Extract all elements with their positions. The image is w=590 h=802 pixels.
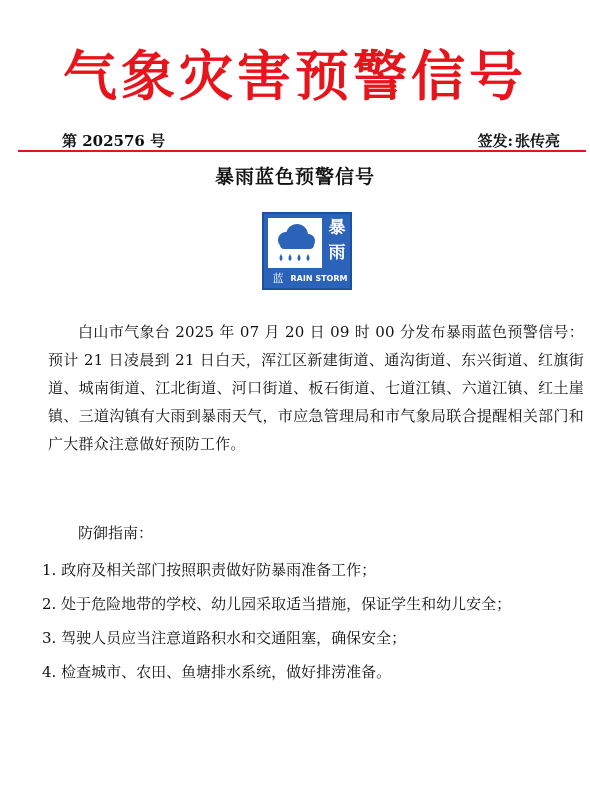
header-title: 气象灾害预警信号 (63, 45, 527, 108)
warning-english-label: RAIN STORM (290, 274, 348, 283)
guideline-item: 1. 政府及相关部门按照职责做好防暴雨准备工作； (42, 561, 377, 579)
guideline-item: 4. 检查城市、农田、鱼塘排水系统，做好排涝准备。 (42, 663, 392, 681)
rainstorm-blue-warning-icon (262, 212, 352, 290)
guideline-item: 3. 驾驶人员应当注意道路积水和交通阻塞，确保安全； (42, 629, 407, 647)
warning-body-text: 白山市气象台 2025 年 07 月 20 日 09 时 00 分发布暴雨蓝色预警信号：预计 21 日凌晨到 21 日白天，浑江区新建街道、通沟街道、东兴街道、红旗街道、城南街道、江北街道、河口街道、板石街道、七道江镇、六道江镇、红土崖镇、三道沟镇有大雨到暴雨天气，市应急管理局和市气象局联合提醒相关部门和广大群众注意做好预防工作。 (48, 323, 584, 453)
guide-title: 防御指南： (78, 524, 154, 542)
guideline-list (42, 553, 588, 689)
signer-label: 签发: (477, 132, 513, 150)
rain-cloud-icon (268, 218, 322, 268)
document-title: 暴雨蓝色预警信号 (214, 166, 375, 188)
header-divider (18, 150, 586, 152)
warning-level-char: 蓝 (268, 272, 288, 286)
document-number: 第 202576 号 (62, 132, 166, 150)
guideline-item: 2. 处于危险地带的学校、幼儿园采取适当措施，保证学生和幼儿安全； (42, 595, 512, 613)
signer (475, 130, 560, 151)
signer-name: 张传亮 (514, 132, 560, 150)
warning-type-text: 暴雨 (328, 218, 346, 263)
meta-row (62, 130, 560, 152)
